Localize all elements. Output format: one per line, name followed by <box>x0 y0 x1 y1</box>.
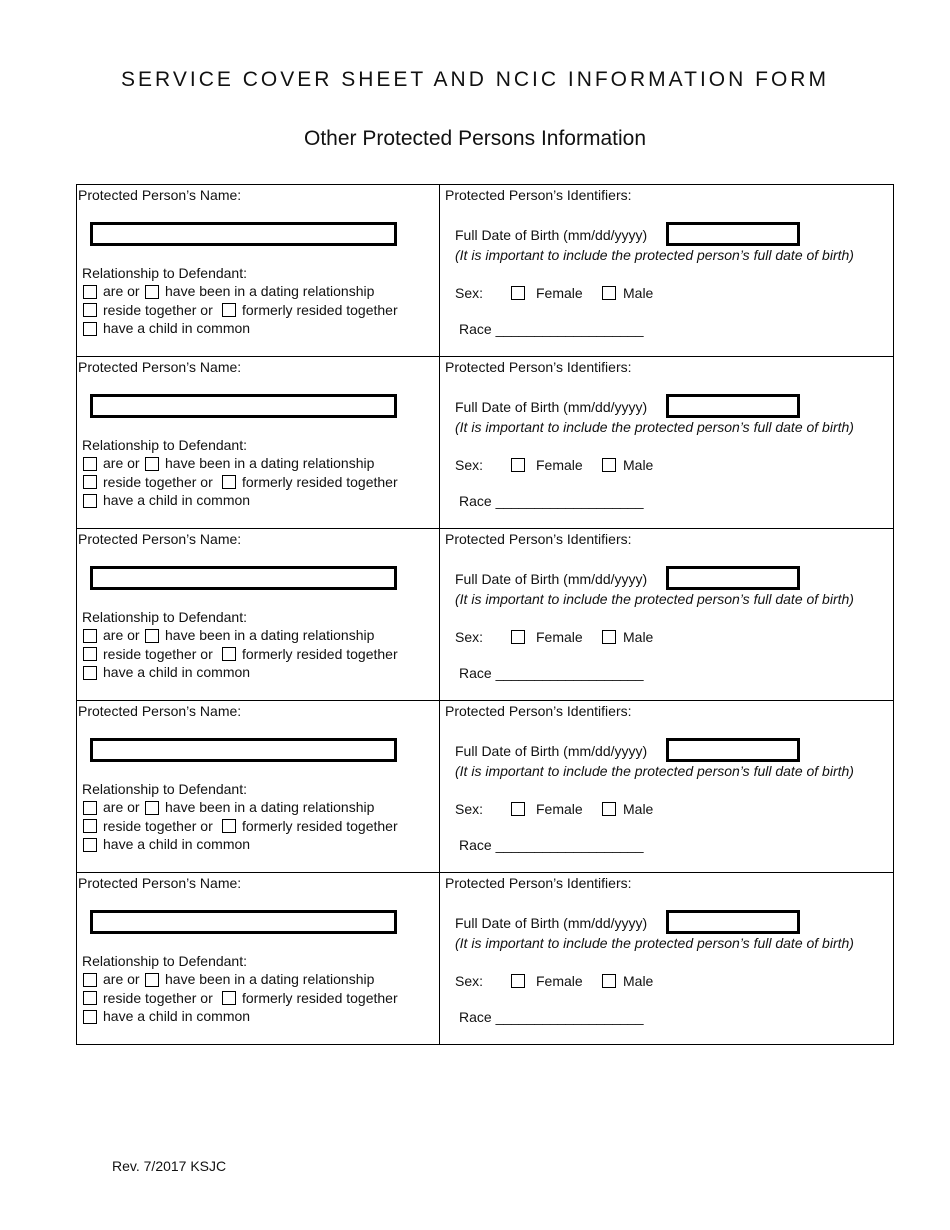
are-or-checkbox[interactable] <box>83 801 97 815</box>
reside-together-label: reside together or <box>103 646 213 662</box>
dob-note: (It is important to include the protected person’s full date of birth) <box>455 763 854 779</box>
dob-label: Full Date of Birth (mm/dd/yyyy) <box>455 227 648 243</box>
protected-person-row <box>77 701 893 873</box>
protected-person-row <box>77 185 893 357</box>
dating-checkbox[interactable] <box>145 285 159 299</box>
dating-label: have been in a dating relationship <box>165 455 375 471</box>
formerly-resided-checkbox[interactable] <box>222 303 236 317</box>
dating-checkbox[interactable] <box>145 801 159 815</box>
male-checkbox[interactable] <box>602 630 616 644</box>
name-input[interactable] <box>90 738 397 762</box>
dob-input[interactable] <box>666 566 800 590</box>
formerly-resided-label: formerly resided together <box>242 302 398 318</box>
reside-together-checkbox[interactable] <box>83 475 97 489</box>
are-or-label: are or <box>103 627 140 643</box>
sex-label: Sex: <box>455 457 484 473</box>
dob-note: (It is important to include the protected person’s full date of birth) <box>455 419 854 435</box>
child-in-common-label: have a child in common <box>103 836 251 852</box>
are-or-label: are or <box>103 455 140 471</box>
race-field[interactable]: Race ___________________ <box>459 837 644 853</box>
column-divider <box>439 873 440 1044</box>
dob-label: Full Date of Birth (mm/dd/yyyy) <box>455 743 648 759</box>
child-in-common-checkbox[interactable] <box>83 838 97 852</box>
formerly-resided-checkbox[interactable] <box>222 647 236 661</box>
child-in-common-checkbox[interactable] <box>83 1010 97 1024</box>
formerly-resided-label: formerly resided together <box>242 646 398 662</box>
reside-together-checkbox[interactable] <box>83 647 97 661</box>
relationship-label: Relationship to Defendant: <box>82 265 247 281</box>
column-divider <box>439 529 440 700</box>
protected-person-row <box>77 873 893 1045</box>
male-label: Male <box>623 457 654 473</box>
reside-together-label: reside together or <box>103 990 213 1006</box>
race-field[interactable]: Race ___________________ <box>459 1009 644 1025</box>
female-label: Female <box>536 801 583 817</box>
name-input[interactable] <box>90 394 397 418</box>
relationship-label: Relationship to Defendant: <box>82 609 247 625</box>
female-checkbox[interactable] <box>511 286 525 300</box>
male-checkbox[interactable] <box>602 458 616 472</box>
are-or-checkbox[interactable] <box>83 457 97 471</box>
female-checkbox[interactable] <box>511 630 525 644</box>
are-or-checkbox[interactable] <box>83 285 97 299</box>
column-divider <box>439 701 440 872</box>
are-or-checkbox[interactable] <box>83 629 97 643</box>
formerly-resided-label: formerly resided together <box>242 474 398 490</box>
reside-together-checkbox[interactable] <box>83 991 97 1005</box>
male-label: Male <box>623 801 654 817</box>
dob-note: (It is important to include the protected person’s full date of birth) <box>455 591 854 607</box>
relationship-label: Relationship to Defendant: <box>82 781 247 797</box>
dob-label: Full Date of Birth (mm/dd/yyyy) <box>455 571 648 587</box>
identifiers-label: Protected Person’s Identifiers: <box>445 703 632 719</box>
formerly-resided-checkbox[interactable] <box>222 819 236 833</box>
name-input[interactable] <box>90 566 397 590</box>
female-label: Female <box>536 285 583 301</box>
revision-note: Rev. 7/2017 KSJC <box>112 1158 227 1174</box>
dob-note: (It is important to include the protected person’s full date of birth) <box>455 247 854 263</box>
female-checkbox[interactable] <box>511 802 525 816</box>
female-checkbox[interactable] <box>511 458 525 472</box>
race-field[interactable]: Race ___________________ <box>459 321 644 337</box>
protected-persons-table <box>76 184 894 1045</box>
dob-input[interactable] <box>666 738 800 762</box>
identifiers-label: Protected Person’s Identifiers: <box>445 875 632 891</box>
male-label: Male <box>623 629 654 645</box>
relationship-label: Relationship to Defendant: <box>82 437 247 453</box>
column-divider <box>439 357 440 528</box>
dating-checkbox[interactable] <box>145 629 159 643</box>
dating-checkbox[interactable] <box>145 457 159 471</box>
formerly-resided-label: formerly resided together <box>242 990 398 1006</box>
female-label: Female <box>536 973 583 989</box>
reside-together-checkbox[interactable] <box>83 303 97 317</box>
reside-together-label: reside together or <box>103 474 213 490</box>
male-checkbox[interactable] <box>602 974 616 988</box>
race-field[interactable]: Race ___________________ <box>459 665 644 681</box>
reside-together-label: reside together or <box>103 302 213 318</box>
name-input[interactable] <box>90 222 397 246</box>
dating-label: have been in a dating relationship <box>165 799 375 815</box>
relationship-label: Relationship to Defendant: <box>82 953 247 969</box>
dating-checkbox[interactable] <box>145 973 159 987</box>
reside-together-label: reside together or <box>103 818 213 834</box>
are-or-label: are or <box>103 283 140 299</box>
column-divider <box>439 185 440 356</box>
female-checkbox[interactable] <box>511 974 525 988</box>
male-checkbox[interactable] <box>602 286 616 300</box>
sex-label: Sex: <box>455 973 484 989</box>
name-label: Protected Person’s Name: <box>78 187 242 203</box>
form-subtitle: Other Protected Persons Information <box>304 127 646 150</box>
name-label: Protected Person’s Name: <box>78 875 242 891</box>
child-in-common-label: have a child in common <box>103 320 251 336</box>
child-in-common-label: have a child in common <box>103 664 251 680</box>
dating-label: have been in a dating relationship <box>165 971 375 987</box>
identifiers-label: Protected Person’s Identifiers: <box>445 359 632 375</box>
name-input[interactable] <box>90 910 397 934</box>
dob-input[interactable] <box>666 222 800 246</box>
child-in-common-label: have a child in common <box>103 1008 251 1024</box>
sex-label: Sex: <box>455 629 484 645</box>
male-label: Male <box>623 285 654 301</box>
female-label: Female <box>536 457 583 473</box>
reside-together-checkbox[interactable] <box>83 819 97 833</box>
formerly-resided-label: formerly resided together <box>242 818 398 834</box>
male-label: Male <box>623 973 654 989</box>
name-label: Protected Person’s Name: <box>78 531 242 547</box>
formerly-resided-checkbox[interactable] <box>222 475 236 489</box>
dob-note: (It is important to include the protected person’s full date of birth) <box>455 935 854 951</box>
dob-label: Full Date of Birth (mm/dd/yyyy) <box>455 915 648 931</box>
are-or-checkbox[interactable] <box>83 973 97 987</box>
sex-label: Sex: <box>455 801 484 817</box>
dob-input[interactable] <box>666 394 800 418</box>
are-or-label: are or <box>103 971 140 987</box>
dating-label: have been in a dating relationship <box>165 283 375 299</box>
child-in-common-checkbox[interactable] <box>83 666 97 680</box>
formerly-resided-checkbox[interactable] <box>222 991 236 1005</box>
form-title: SERVICE COVER SHEET AND NCIC INFORMATION FORM <box>121 68 829 91</box>
dob-label: Full Date of Birth (mm/dd/yyyy) <box>455 399 648 415</box>
identifiers-label: Protected Person’s Identifiers: <box>445 187 632 203</box>
protected-person-row <box>77 357 893 529</box>
child-in-common-label: have a child in common <box>103 492 251 508</box>
child-in-common-checkbox[interactable] <box>83 494 97 508</box>
are-or-label: are or <box>103 799 140 815</box>
female-label: Female <box>536 629 583 645</box>
dating-label: have been in a dating relationship <box>165 627 375 643</box>
child-in-common-checkbox[interactable] <box>83 322 97 336</box>
male-checkbox[interactable] <box>602 802 616 816</box>
name-label: Protected Person’s Name: <box>78 359 242 375</box>
protected-person-row <box>77 529 893 701</box>
sex-label: Sex: <box>455 285 484 301</box>
name-label: Protected Person’s Name: <box>78 703 242 719</box>
identifiers-label: Protected Person’s Identifiers: <box>445 531 632 547</box>
race-field[interactable]: Race ___________________ <box>459 493 644 509</box>
dob-input[interactable] <box>666 910 800 934</box>
